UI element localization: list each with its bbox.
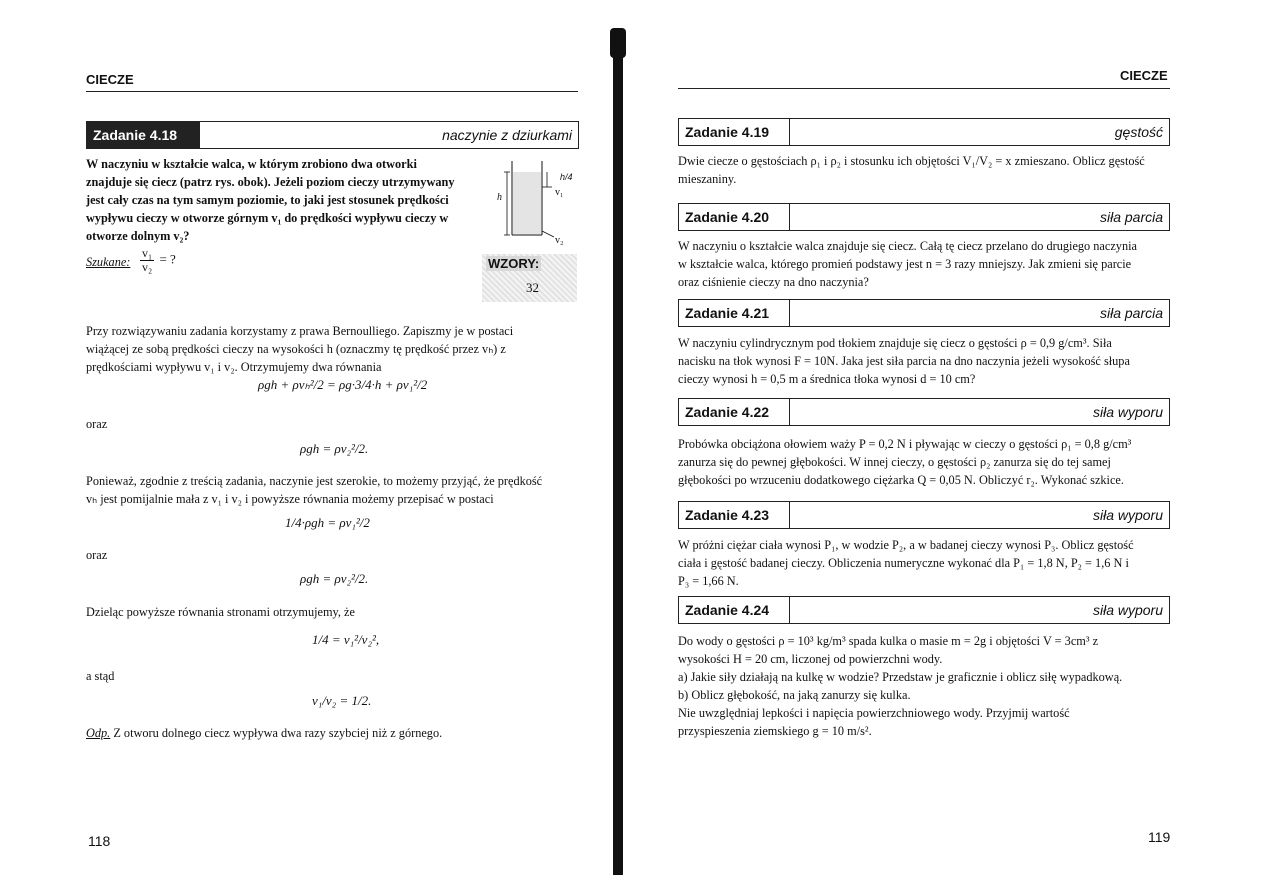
problem-box-4-24 <box>678 596 1170 624</box>
problem-topic: gęstość <box>1114 124 1163 140</box>
statement-line: jest cały czas na tym samym poziomie, to jaki jest stosunek prędkości <box>86 193 449 207</box>
left-header-rule <box>86 91 578 92</box>
statement-line: otworze dolnym v₂? <box>86 229 190 243</box>
problem-topic: siła parcia <box>1099 305 1163 321</box>
text-line: Ponieważ, zgodnie z treścią zadania, naczynie jest szerokie, to możemy przyjąć, że prędkość <box>86 474 543 488</box>
figure-label-v1: v₁ <box>555 187 564 198</box>
problem-label: Zadanie 4.20 <box>679 204 790 230</box>
answer <box>86 724 578 742</box>
text-line: W naczyniu cylindrycznym pod tłokiem znajduje się ciecz o gęstości ρ = 0,9 g/cm³. Siła <box>678 336 1112 350</box>
figure-label-h: h <box>497 192 502 203</box>
text-line: ciała i gęstość badanej cieczy. Obliczenia numeryczne wykonać dla P₁ = 1,8 N, P₂ = 1,6 N i <box>678 556 1129 570</box>
text-line: P₃ = 1,66 N. <box>678 574 739 588</box>
problem-box-4-18 <box>86 121 579 149</box>
problem-topic: siła wyporu <box>1092 404 1163 420</box>
wzory-label: WZORY: <box>488 256 540 271</box>
text-line: cieczy wynosi h = 0,5 m a średnica tłoka wynosi d = 10 cm? <box>678 372 976 386</box>
problem-box-4-22 <box>678 398 1170 426</box>
problem-text-4-22 <box>678 435 1170 489</box>
problem-text-4-19 <box>678 152 1170 188</box>
problem-label: Zadanie 4.21 <box>679 300 790 326</box>
problem-text-4-24 <box>678 632 1170 740</box>
text-line: głębokości po wrzuceniu dodatkowego ciężarka Q = 0,05 N. Obliczyć r₂. Wykonać szkice. <box>678 473 1124 487</box>
divide-text: Dzieląc powyższe równania stronami otrzymujemy, że <box>86 605 355 619</box>
problem-box-4-23 <box>678 501 1170 529</box>
oraz-2: oraz <box>86 548 108 562</box>
problem-label: Zadanie 4.19 <box>679 119 790 145</box>
problem-text-4-20 <box>678 237 1170 291</box>
problem-box-4-19 <box>678 118 1170 146</box>
problem-text-4-23 <box>678 536 1170 590</box>
sought-expression <box>138 247 176 274</box>
text-line: nacisku na tłok wynosi F = 10N. Jaka jest siła parcia na dno naczynia jeżeli wysokość słupa <box>678 354 1130 368</box>
middle-text <box>86 472 578 508</box>
text-line: vₕ jest pomijalnie mała z v₁ i v₂ i powyższe równania możemy przepisać w postaci <box>86 492 494 506</box>
text-line: Do wody o gęstości ρ = 10³ kg/m³ spada kulka o masie m = 2g i objętości V = 3cm³ z <box>678 634 1099 648</box>
text-line: Nie uwzględniaj lepkości i napięcia powierzchniowego wody. Przyjmij wartość <box>678 706 1070 720</box>
oraz-1: oraz <box>86 417 108 431</box>
problem-topic: siła wyporu <box>1092 507 1163 523</box>
problem-label: Zadanie 4.22 <box>679 399 790 425</box>
answer-label: Odp. <box>86 726 111 740</box>
text-line: Przy rozwiązywaniu zadania korzystamy z prawa Bernoulliego. Zapiszmy je w postaci <box>86 324 514 338</box>
book-spine <box>613 30 623 875</box>
wzory-number: 32 <box>526 280 539 295</box>
right-page-number: 119 <box>1148 829 1171 845</box>
sought-tail: = ? <box>159 251 176 267</box>
text-line: Probówka obciążona ołowiem waży P = 0,2 N i pływając w cieczy o gęstości ρ₁ = 0,8 g/cm³ <box>678 437 1132 451</box>
sought-num: v₁ <box>142 246 153 260</box>
text-line: prędkościami wypływu v₁ i v₂. Otrzymujemy dwa równania <box>86 360 382 374</box>
problem-text-4-21 <box>678 334 1170 388</box>
text-line: Dwie ciecze o gęstościach ρ₁ i ρ₂ i stosunku ich objętości V₁/V₂ = x zmieszano. Oblicz gęstość <box>678 154 1145 168</box>
wzory-box <box>482 254 577 302</box>
problem-statement <box>86 155 486 245</box>
equation-3: 1/4·ρgh = ρv₁²/2 <box>285 515 370 530</box>
text-line: a) Jakie siły działają na kulkę w wodzie? Przedstaw je graficznie i oblicz siłę wypadkową. <box>678 670 1123 684</box>
a-stad: a stąd <box>86 669 115 683</box>
equation-1: ρgh + ρvₕ²/2 = ρg·3/4·h + ρv₁²/2 <box>258 377 428 392</box>
figure-label-v2: v₂ <box>555 235 564 246</box>
equation-4: ρgh = ρv₂²/2. <box>300 571 369 586</box>
statement-line: W naczyniu w kształcie walca, w którym zrobiono dwa otworki <box>86 157 417 171</box>
right-header-rule <box>678 88 1170 89</box>
equation-2: ρgh = ρv₂²/2. <box>300 441 369 456</box>
text-line: zanurza się do pewnej głębokości. W innej cieczy, o gęstości ρ₂ zanurza się do tej samej <box>678 455 1111 469</box>
equation-5: 1/4 = v₁²/v₂², <box>312 632 380 647</box>
text-line: w kształcie walca, którego promień podstawy jest n = 3 razy mniejszy. Jak zmieni się parcie <box>678 257 1132 271</box>
text-line: mieszaniny. <box>678 172 737 186</box>
text-line: oraz ciśnienie cieczy na dno naczynia? <box>678 275 869 289</box>
problem-label: Zadanie 4.23 <box>679 502 790 528</box>
statement-line: wypływu cieczy w otworze górnym v₁ do prędkości wypływu cieczy w <box>86 211 449 225</box>
equation-6: v₁/v₂ = 1/2. <box>312 693 372 708</box>
sought-label: Szukane: <box>86 255 131 269</box>
text-line: W próżni ciężar ciała wynosi P₁, w wodzie P₂, a w badanej cieczy wynosi P₃. Oblicz gęstość <box>678 538 1134 552</box>
text-line: przyspieszenia ziemskiego g = 10 m/s². <box>678 724 872 738</box>
problem-topic: naczynie z dziurkami <box>442 127 572 143</box>
text-line: wiążącej ze sobą prędkości cieczy na wysokości h (oznaczmy tę prędkość przez vₕ) z <box>86 342 506 356</box>
problem-label: Zadanie 4.18 <box>87 122 200 148</box>
right-page-header: CIECZE <box>1120 68 1168 83</box>
problem-label: Zadanie 4.24 <box>679 597 790 623</box>
figure-label-h4: h/4 <box>560 172 573 182</box>
text-line: wysokości H = 20 cm, liczonej od powierzchni wody. <box>678 652 943 666</box>
left-page-number: 118 <box>88 833 111 849</box>
problem-box-4-20 <box>678 203 1170 231</box>
sought-den: v₂ <box>142 260 153 274</box>
statement-line: znajduje się ciecz (patrz rys. obok). Jeżeli poziom cieczy utrzymywany <box>86 175 455 189</box>
solution-intro <box>86 322 578 376</box>
text-line: W naczyniu o kształcie walca znajduje się ciecz. Całą tę ciecz przelano do drugiego naczynia <box>678 239 1137 253</box>
problem-topic: siła wyporu <box>1092 602 1163 618</box>
text-line: b) Oblicz głębokość, na jaką zanurzy się kulka. <box>678 688 911 702</box>
left-page-header: CIECZE <box>86 72 134 87</box>
book-spine-top <box>610 28 626 58</box>
problem-topic: siła parcia <box>1099 209 1163 225</box>
answer-text: Z otworu dolnego ciecz wypływa dwa razy szybciej niż z górnego. <box>113 726 443 740</box>
problem-box-4-21 <box>678 299 1170 327</box>
